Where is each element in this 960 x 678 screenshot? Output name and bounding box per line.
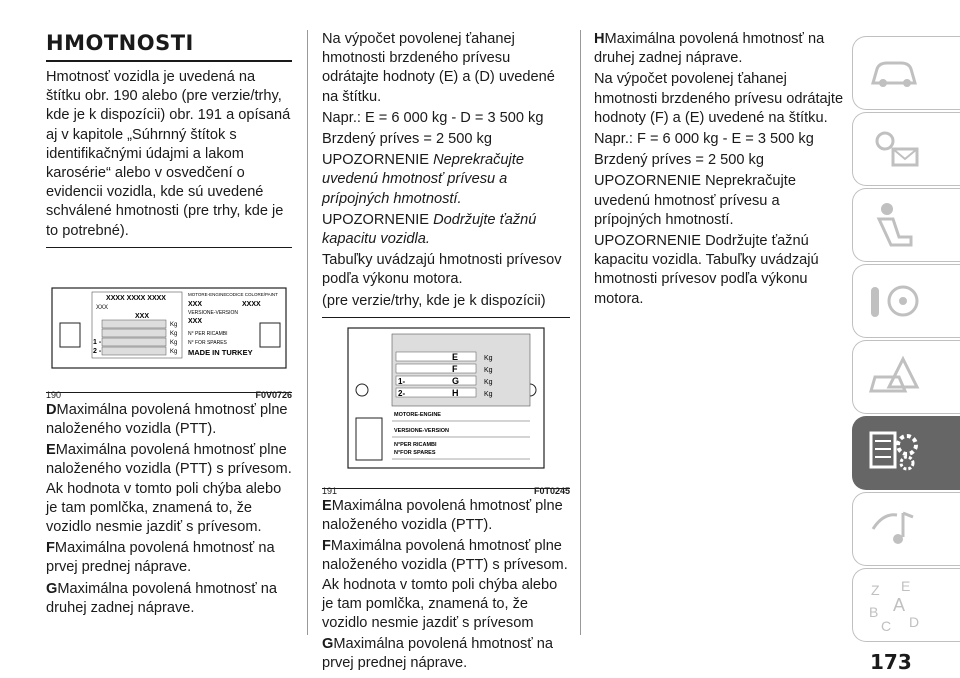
column-2 <box>322 30 570 676</box>
paragraph: (pre verzie/trhy, kde je k dispozícii) <box>322 292 546 309</box>
column-3 <box>594 30 844 311</box>
figure-number: 190 <box>46 389 62 400</box>
paragraph: Brzdený príves = 2 500 kg <box>322 131 492 148</box>
plate-engine-label: MOTORE-ENGINE <box>394 411 441 418</box>
car-dashboard-icon <box>863 43 923 103</box>
plate-letter-e: E <box>452 351 459 362</box>
breakdown-icon <box>863 347 923 407</box>
unit-label: Kg <box>170 321 178 328</box>
row2-number: 2 - <box>93 347 102 355</box>
column-1 <box>46 30 292 620</box>
svg-text:C: C <box>881 618 892 634</box>
paragraph: Tabuľky uvádzajú hmotnosti prívesov podľa výkonu motora. <box>322 252 562 288</box>
legend-list <box>46 401 292 618</box>
paragraph: Na výpočet povolenej ťahanej hmotnosti brzdeného prívesu odrátajte hodnoty (F) a (E) uvedené na štítku. <box>594 71 844 126</box>
paragraph: Napr.: E = 6 000 kg - D = 3 500 kg <box>322 109 544 126</box>
warning-note: UPOZORNENIE Dodržujte ťažnú kapacitu vozidla. <box>322 211 537 248</box>
paragraph: Na výpočet povolenej ťahanej hmotnosti brzdeného prívesu odrátajte hodnoty (E) a (D) uvedené na štítku. <box>322 31 555 105</box>
paragraph: Napr.: F = 6 000 kg - E = 3 500 kg <box>594 131 814 148</box>
legend-item-h: HMaximálna povolená hmotnosť na druhej zadnej náprave. <box>594 31 825 67</box>
unit-label: Kg <box>170 339 178 346</box>
figure-191 <box>322 318 570 496</box>
plate-origin: MADE IN TURKEY <box>188 347 253 357</box>
unit-label: Kg <box>484 378 493 386</box>
row1-number: 1 - <box>93 338 102 346</box>
tab-emergency[interactable] <box>852 340 960 414</box>
plate-engine-value: XXX <box>188 300 203 308</box>
plate-top2: XXX <box>96 304 109 311</box>
tab-safety[interactable] <box>852 188 960 262</box>
legend-item-e: EMaximálna povolená hmotnosť plne naloženého vozidla (PTT). <box>322 497 563 534</box>
plate-letter-f: F <box>452 363 458 374</box>
legend-item-e: EMaximálna povolená hmotnosť plne naloženého vozidla (PTT) s prívesom. Ak hodnota v tomto poli chýba alebo je tam pomlčka, znamená to, že vozidlo nesmie jazdiť s prívesom. <box>46 442 292 536</box>
warning-lights-icon <box>863 119 923 179</box>
tab-warning-lights[interactable] <box>852 112 960 186</box>
weight-plate-illustration <box>322 324 570 474</box>
index-icon <box>863 575 923 635</box>
warning-note: UPOZORNENIE Dodržujte ťažnú kapacitu vozidla. Tabuľky uvádzajú hmotnosti prívesov podľa výkonu motora. <box>594 233 819 307</box>
plate-paint-label: CODICE COLORE/PAINT <box>226 291 278 297</box>
row2-number: 2- <box>398 388 406 398</box>
warning-note: UPOZORNENIE Neprekračujte uvedenú hmotnosť prívesu a prípojných hmotností. <box>594 173 796 228</box>
plate-spares-label: N°PER RICAMBI <box>394 441 437 448</box>
technical-data-icon <box>863 423 923 483</box>
tab-multimedia[interactable] <box>852 492 960 566</box>
plate-engine-label: MOTORE-ENGINE <box>188 291 227 297</box>
plate-spares-label: N° PER RICAMBI <box>188 330 228 337</box>
page-heading: HMOTNOSTI <box>46 30 292 62</box>
figure-number: 191 <box>322 485 338 496</box>
row1-number: 1- <box>398 376 406 386</box>
paragraph: Brzdený príves = 2 500 kg <box>594 152 764 169</box>
plate-spares-label: N°FOR SPARES <box>394 449 436 456</box>
plate-version-value: XXX <box>188 317 203 325</box>
svg-text:E: E <box>901 578 911 594</box>
unit-label: Kg <box>484 354 493 362</box>
weight-plate-illustration <box>46 258 292 378</box>
figure-code: F0T0245 <box>533 485 570 496</box>
tab-dashboard[interactable] <box>852 36 960 110</box>
plate-version-label: VERSIONE-VERSION <box>188 309 239 316</box>
unit-label: Kg <box>170 330 178 337</box>
page-number: 173 <box>870 650 912 674</box>
tab-starting-driving[interactable] <box>852 264 960 338</box>
unit-label: Kg <box>484 390 493 398</box>
legend-item-f: FMaximálna povolená hmotnosť plne naloženého vozidla (PTT) s prívesom. Ak hodnota v tomto poli chýba alebo je tam pomlčka, znamená to, že vozidlo nesmie jazdiť s prívesom <box>322 538 568 632</box>
tab-technical-data[interactable] <box>852 416 960 490</box>
svg-text:B: B <box>869 604 879 620</box>
warning-note: UPOZORNENIE Neprekračujte uvedenú hmotnosť prívesu a prípojných hmotností. <box>322 152 524 207</box>
svg-text:D: D <box>909 614 920 630</box>
multimedia-icon <box>863 499 923 559</box>
tab-index[interactable] <box>852 568 960 642</box>
column-divider <box>307 30 308 635</box>
legend-list <box>322 497 570 674</box>
svg-text:A: A <box>893 595 906 615</box>
legend-item-f: FMaximálna povolená hmotnosť na prvej prednej náprave. <box>46 540 275 576</box>
plate-top1: XXXX XXXX XXXX <box>106 294 166 302</box>
unit-label: Kg <box>484 366 493 374</box>
legend-item-g: GMaximálna povolená hmotnosť na druhej zadnej náprave. <box>46 580 277 616</box>
key-steering-icon <box>863 271 923 331</box>
column-divider <box>580 30 581 635</box>
plate-version-label: VERSIONE-VERSION <box>394 427 450 434</box>
plate-spares-label: N° FOR SPARES <box>188 339 227 346</box>
intro-paragraph: Hmotnosť vozidla je uvedená na štítku obr. 190 alebo (pre verzie/trhy, kde je k dispozícii) obr. 191 a opísaná aj v kapitole „Súhrnný štítok s identifikačnými údajmi a lakom karosérie“ alebo v osvedčení o evidencii vozidla, kde sú uvedené schválené hmotnosti (pre trhy, kde je to potrebné). <box>46 69 291 239</box>
svg-text:Z: Z <box>871 582 880 598</box>
plate-paint-value: XXXX <box>242 300 261 308</box>
seat-safety-icon <box>863 195 923 255</box>
legend-item-d: DMaximálna povolená hmotnosť plne naloženého vozidla (PTT). <box>46 401 288 438</box>
plate-letter-g: G <box>452 375 460 386</box>
figure-code: F0V0726 <box>255 389 292 400</box>
unit-label: Kg <box>170 348 178 355</box>
plate-mid: XXX <box>134 312 150 320</box>
legend-item-g: GMaximálna povolená hmotnosť na prvej prednej náprave. <box>322 636 553 672</box>
plate-letter-h: H <box>452 387 459 398</box>
figure-190 <box>46 248 292 400</box>
